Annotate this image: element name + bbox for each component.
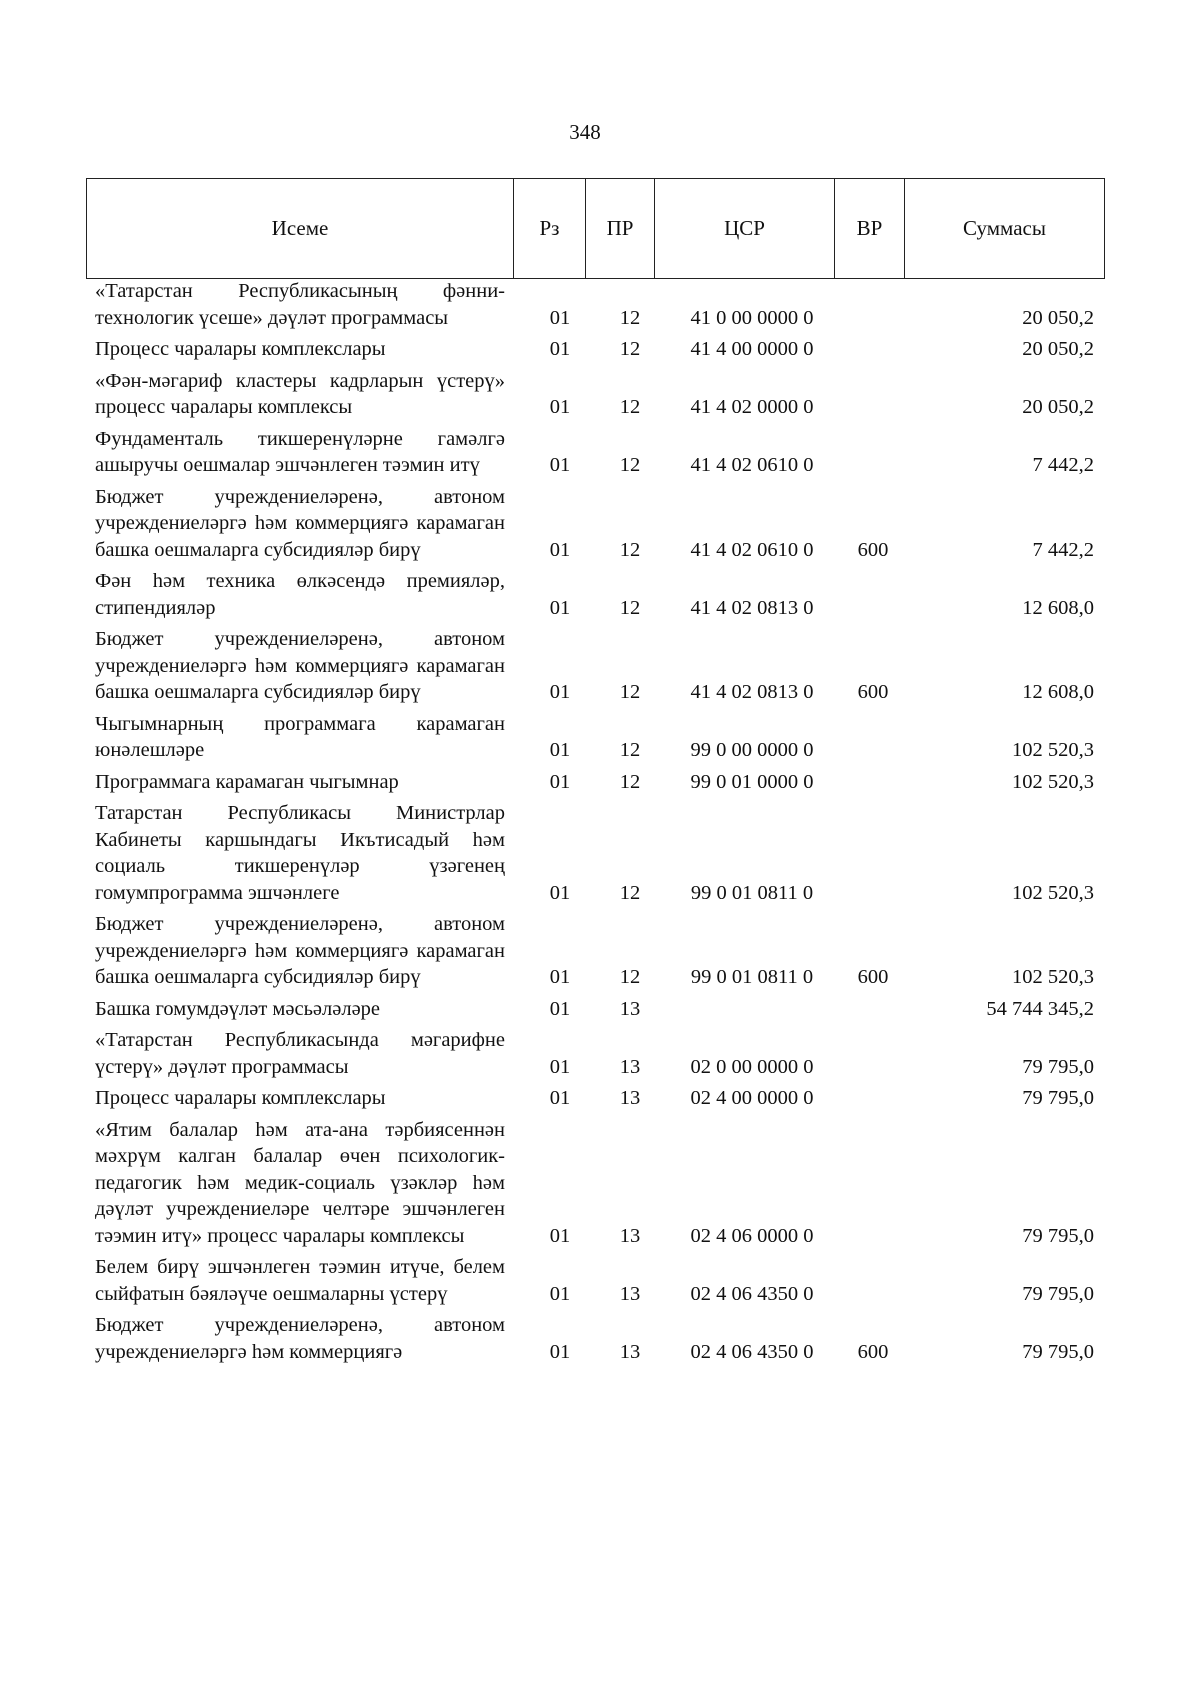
row-csr: 99 0 00 0000 0 [690, 739, 814, 761]
row-pr: 12 [619, 538, 641, 561]
row-name: Чыгымнарның программага карамаган юнәлешләре [95, 712, 505, 761]
row-sum: 20 050,2 [1022, 338, 1094, 360]
row-pr: 12 [619, 396, 641, 418]
row-rz: 01 [549, 306, 571, 329]
row-csr: 41 4 00 0000 0 [690, 338, 814, 360]
row-rz: 01 [549, 1055, 571, 1078]
row-pr: 13 [619, 1224, 641, 1247]
row-name: «Татарстан Республикасында мәгарифне үстерү» дәүләт программасы [95, 1029, 505, 1078]
row-rz: 01 [549, 454, 571, 476]
table-header [86, 178, 1105, 279]
row-name: Бюджет учреждениеләренә, автоном учреждениеләргә һәм коммерциягә карамаган башка оешмаларга субсидияләр бирү [95, 485, 505, 561]
row-vr: 600 [857, 681, 889, 703]
table-row [95, 1117, 1100, 1250]
row-sum: 12 608,0 [1022, 681, 1094, 703]
row-rz: 01 [549, 997, 571, 1020]
row-pr: 12 [619, 739, 641, 761]
table-row [95, 1312, 1100, 1365]
row-csr: 02 4 06 4350 0 [690, 1282, 814, 1305]
row-csr: 41 4 02 0610 0 [690, 538, 814, 561]
row-sum: 7 442,2 [1032, 538, 1094, 561]
table-row [95, 996, 1100, 1023]
header-vr: ВР [835, 179, 905, 279]
row-rz: 01 [549, 538, 571, 561]
row-rz: 01 [549, 681, 571, 703]
table-row [95, 800, 1100, 906]
row-csr: 99 0 01 0811 0 [690, 966, 814, 988]
row-sum: 79 795,0 [1022, 1087, 1094, 1109]
row-vr: 600 [857, 966, 889, 988]
table-row [95, 1027, 1100, 1080]
row-rz: 01 [549, 770, 571, 793]
row-rz: 01 [549, 396, 571, 418]
row-name: Белем бирү эшчәнлеген тәэмин итүче, белем сыйфатын бәяләүче оешмаларны үстерү [95, 1256, 505, 1305]
row-vr: 600 [857, 1340, 889, 1363]
row-name: Башка гомумдәүләт мәсьәләләре [95, 997, 381, 1020]
row-name: Бюджет учреждениеләренә, автоном учреждениеләргә һәм коммерциягә карамаган башка оешмаларга субсидияләр бирү [95, 913, 505, 988]
row-pr: 13 [619, 1055, 641, 1078]
row-csr: 41 4 02 0813 0 [690, 681, 814, 703]
header-sum: Суммасы [905, 179, 1105, 279]
table-row [95, 711, 1100, 764]
row-pr: 13 [619, 1087, 641, 1109]
row-sum: 102 520,3 [1012, 881, 1094, 904]
row-sum: 102 520,3 [1012, 966, 1094, 988]
row-sum: 79 795,0 [1022, 1055, 1094, 1078]
row-rz: 01 [549, 966, 571, 988]
header-csr: ЦСР [655, 179, 835, 279]
table-body [95, 278, 1100, 1370]
row-csr: 41 4 02 0000 0 [690, 396, 814, 418]
header-rz: Рз [514, 179, 586, 279]
row-sum: 7 442,2 [1032, 454, 1094, 476]
row-vr: 600 [857, 538, 889, 561]
row-csr: 41 4 02 0813 0 [690, 596, 814, 619]
row-pr: 12 [619, 966, 641, 988]
row-sum: 79 795,0 [1022, 1224, 1094, 1247]
table-row [95, 484, 1100, 564]
row-name: Татарстан Республикасы Министрлар Кабинеты каршындагы Икътисадый һәм социаль тикшеренүләр үзәгенең гомумпрограмма эшчәнлеге [95, 802, 505, 904]
row-sum: 54 744 345,2 [986, 997, 1094, 1020]
row-csr: 99 0 01 0811 0 [690, 881, 814, 904]
row-csr: 41 4 02 0610 0 [690, 454, 814, 476]
header-pr: ПР [586, 179, 655, 279]
row-name: Фундаменталь тикшеренүләрне гамәлгә ашыручы оешмалар эшчәнлеген тәэмин итү [95, 427, 505, 476]
row-csr: 02 0 00 0000 0 [690, 1055, 814, 1078]
row-sum: 12 608,0 [1022, 596, 1094, 619]
row-name: Бюджет учреждениеләренә, автоном учреждениеләргә һәм коммерциягә карамаган башка оешмаларга субсидияләр бирү [95, 628, 505, 703]
row-sum: 102 520,3 [1012, 770, 1094, 793]
row-pr: 12 [619, 770, 641, 793]
row-pr: 12 [619, 681, 641, 703]
row-name: Процесс чаралары комплекслары [95, 338, 386, 360]
row-csr: 41 0 00 0000 0 [690, 306, 814, 329]
row-sum: 79 795,0 [1022, 1282, 1094, 1305]
header-name: Исеме [87, 179, 514, 279]
row-pr: 12 [619, 596, 641, 619]
row-rz: 01 [549, 1087, 571, 1109]
row-rz: 01 [549, 1282, 571, 1305]
row-name: Процесс чаралары комплекслары [95, 1087, 386, 1109]
page-number: 348 [569, 120, 601, 144]
table-row [95, 426, 1100, 479]
row-sum: 79 795,0 [1022, 1340, 1094, 1363]
row-rz: 01 [549, 881, 571, 904]
table-row [95, 911, 1100, 991]
row-rz: 01 [549, 1340, 571, 1363]
row-rz: 01 [549, 1224, 571, 1247]
row-name: «Ятим балалар һәм ата-ана тәрбиясеннән мәхрүм калган балалар өчен психологик-педагогик һәм медик-социаль үзәкләр һәм дәүләт учреждениеләре челтәре эшчәнлеген тәэмин итү» процесс чаралары комплексы [95, 1118, 505, 1247]
row-rz: 01 [549, 739, 571, 761]
row-pr: 12 [619, 881, 641, 904]
row-rz: 01 [549, 596, 571, 619]
row-name: Бюджет учреждениеләренә, автоном учреждениеләргә һәм коммерциягә [95, 1314, 505, 1363]
table-row [95, 568, 1100, 621]
table-row [95, 336, 1100, 363]
row-sum: 20 050,2 [1022, 306, 1094, 329]
table-row [95, 769, 1100, 796]
row-pr: 12 [619, 454, 641, 476]
row-csr: 02 4 00 0000 0 [690, 1087, 814, 1109]
table-row [95, 368, 1100, 421]
row-name: «Фән-мәгариф кластеры кадрларын үстерү» процесс чаралары комплексы [95, 369, 505, 418]
row-sum: 20 050,2 [1022, 396, 1094, 418]
row-csr: 02 4 06 4350 0 [690, 1340, 814, 1363]
row-sum: 102 520,3 [1012, 739, 1094, 761]
row-pr: 13 [619, 1340, 641, 1363]
row-name: «Татарстан Республикасының фәнни-технологик үсеше» дәүләт программасы [95, 280, 505, 329]
row-pr: 12 [619, 306, 641, 329]
table-row [95, 1254, 1100, 1307]
table-row [95, 626, 1100, 706]
table-row [95, 1085, 1100, 1112]
row-pr: 13 [619, 997, 641, 1020]
row-pr: 12 [619, 338, 641, 360]
row-csr: 02 4 06 0000 0 [690, 1224, 814, 1247]
row-csr: 99 0 01 0000 0 [690, 770, 814, 793]
row-name: Программага карамаган чыгымнар [95, 770, 399, 793]
row-rz: 01 [549, 338, 571, 360]
row-name: Фән һәм техника өлкәсендә премияләр, стипендияләр [95, 570, 505, 619]
table-row [95, 278, 1100, 331]
row-pr: 13 [619, 1282, 641, 1305]
